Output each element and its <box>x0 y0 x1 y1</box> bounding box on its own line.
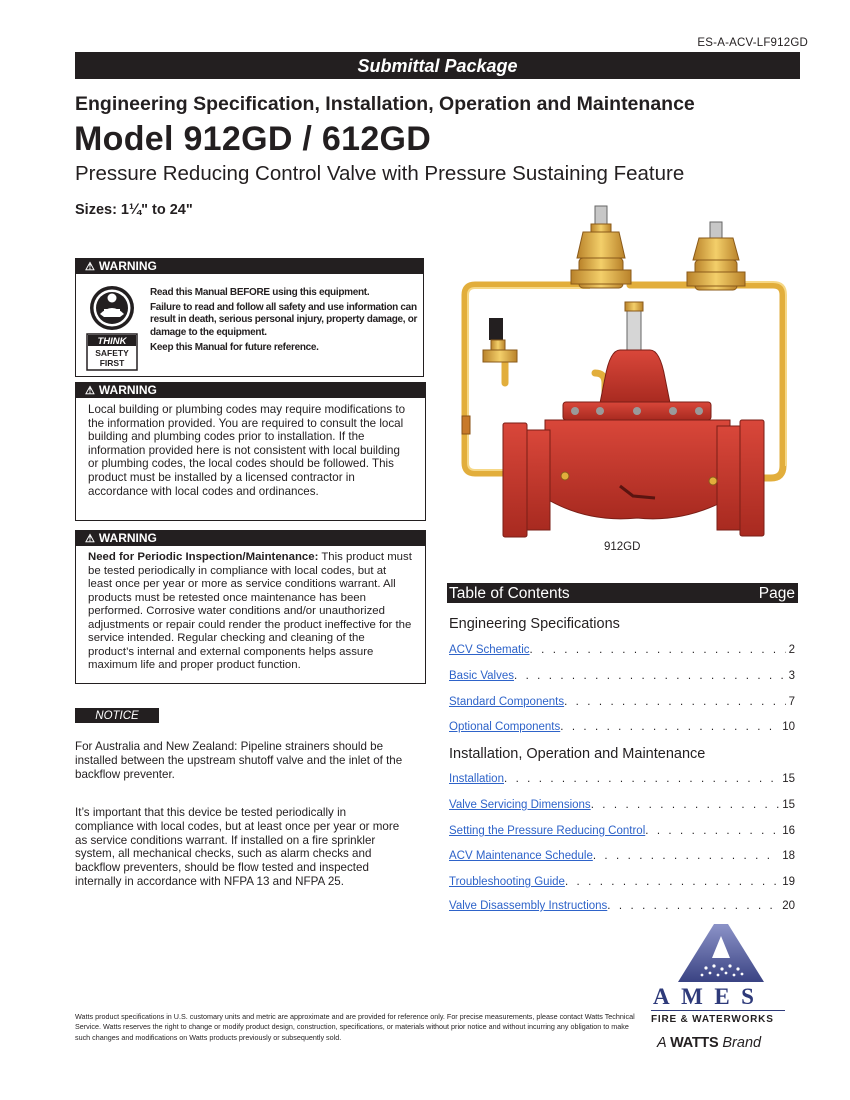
warning-line: Failure to read and follow all safety and use information can result in death, serious personal injury, property damage, or damage to the equipment. <box>150 302 418 338</box>
page-subtitle: Engineering Specification, Installation, Operation and Maintenance <box>75 93 695 115</box>
toc-leader <box>591 799 780 811</box>
ames-subline: FIRE & WATERWORKS <box>651 1014 774 1025</box>
toc-section-title: Installation, Operation and Maintenance <box>449 746 706 762</box>
warning-line: Read this Manual BEFORE using this equipment. <box>150 287 370 298</box>
warning-title: WARNING <box>98 383 157 397</box>
toc-leader <box>504 773 779 785</box>
toc-row[interactable] <box>449 799 795 813</box>
toc-page: 15 <box>782 799 795 811</box>
toc-page: 20 <box>782 900 795 912</box>
warning-lines <box>150 287 418 357</box>
ames-logo-icon <box>676 922 766 984</box>
warning-box-codes <box>75 382 426 521</box>
toc-leader <box>564 696 786 708</box>
warning-triangle-icon: ⚠ <box>85 261 95 273</box>
pipe-fitting-icon <box>462 416 470 434</box>
toc-link[interactable]: Valve Servicing Dimensions <box>449 799 591 811</box>
product-description: Pressure Reducing Control Valve with Pressure Sustaining Feature <box>75 162 685 185</box>
watts-brand-tagline <box>657 1035 761 1051</box>
toc-row[interactable] <box>449 696 795 710</box>
toc-section-title: Engineering Specifications <box>449 616 620 632</box>
figure-caption: 912GD <box>604 541 641 553</box>
toc-link[interactable]: ACV Schematic <box>449 644 530 656</box>
toc-page: 18 <box>782 850 795 862</box>
badge-safety: SAFETY <box>95 348 129 358</box>
tagline-watts: WATTS <box>670 1035 719 1051</box>
toc-link[interactable]: Optional Components <box>449 721 561 733</box>
toc-leader <box>530 644 786 656</box>
footer-disclaimer: Watts product specifications in U.S. customary units and metric are approximate and are provided for reference only. For precise measurements, please contact Watts Technical Service. Watts reserves the right to change or modify product design, construction, specifications, or materials without prior notice and without incurring any obligation to make such changes and modifications on Watts products previously or subsequently sold. <box>75 1012 635 1042</box>
toc-link[interactable]: ACV Maintenance Schedule <box>449 850 593 862</box>
toc-leader <box>560 721 779 733</box>
toc-link[interactable]: Troubleshooting Guide <box>449 876 565 888</box>
toc-page: 19 <box>782 876 795 888</box>
warning-header <box>76 383 425 398</box>
toc-row[interactable] <box>449 773 795 787</box>
warning-triangle-icon: ⚠ <box>85 385 95 397</box>
warning-title: WARNING <box>98 259 157 273</box>
sizes-label: Sizes: 1¼" to 24" <box>75 202 193 218</box>
logo-divider <box>651 1010 785 1011</box>
toc-row[interactable] <box>449 721 795 735</box>
valve-illustration <box>455 198 800 538</box>
warning-triangle-icon: ⚠ <box>85 533 95 545</box>
warning-line: Keep this Manual for future reference. <box>150 341 319 353</box>
toc-page: 15 <box>782 773 795 785</box>
toc-leader <box>593 850 779 862</box>
toc-header <box>447 583 798 603</box>
toc-row[interactable] <box>449 644 795 658</box>
toc-row[interactable] <box>449 825 795 839</box>
toc-link[interactable]: Valve Disassembly Instructions <box>449 900 608 912</box>
submittal-banner: Submittal Package <box>75 52 800 79</box>
warning-box-maintenance <box>75 530 426 684</box>
toc-page-label: Page <box>758 585 795 602</box>
testing-paragraph: It’s important that this device be tested periodically in compliance with local codes, but at least once per year or more as service conditions warrant. If installed on a fire sprinkler system, all mechanical checks, such as alarm checks and backflow preventers, should be flow tested and inspected internally in accordance with NFPA 13 and NFPA 25. <box>75 806 400 888</box>
badge-think: THINK <box>97 336 127 347</box>
warning-title: WARNING <box>98 531 157 545</box>
toc-page: 3 <box>788 670 795 682</box>
toc-page: 2 <box>788 644 795 656</box>
toc-leader <box>607 900 779 912</box>
badge-first: FIRST <box>99 358 125 368</box>
toc-link[interactable]: Installation <box>449 773 504 785</box>
warning-header <box>76 531 425 546</box>
toc-link[interactable]: Setting the Pressure Reducing Control <box>449 825 646 837</box>
toc-row[interactable] <box>449 850 795 864</box>
toc-row[interactable] <box>449 670 795 684</box>
document-id: ES-A-ACV-LF912GD <box>697 37 808 49</box>
warning-text: Local building or plumbing codes may require modifications to the information provided. You are required to consult the local building and plumbing codes prior to installation. If the information provided here is not consistent with local building or plumbing codes, the local codes should be followed. This product must be installed by a licensed contractor in accordance with local codes and ordinances. <box>88 403 406 498</box>
toc-leader <box>565 876 779 888</box>
think-safety-first-icon <box>86 283 138 371</box>
toc-link[interactable]: Standard Components <box>449 696 565 708</box>
toc-page: 16 <box>782 825 795 837</box>
toc-link[interactable]: Basic Valves <box>449 670 514 682</box>
toc-leader <box>645 825 779 837</box>
toc-title: Table of Contents <box>449 585 570 602</box>
toc-row[interactable] <box>449 900 795 914</box>
tagline-pre: A <box>657 1035 667 1051</box>
warning-lead: Need for Periodic Inspection/Maintenance: <box>88 551 319 563</box>
warning-box-manual <box>75 258 424 377</box>
toc-page: 7 <box>788 696 795 708</box>
notice-paragraph: For Australia and New Zealand: Pipeline strainers should be installed between the upstream shutoff valve and the inlet of the backflow preventer. <box>75 740 403 781</box>
ames-wordmark: AMES <box>653 984 766 1009</box>
toc-row[interactable] <box>449 876 795 890</box>
toc-page: 10 <box>782 721 795 733</box>
notice-label: NOTICE <box>75 708 159 723</box>
toc-leader <box>514 670 786 682</box>
warning-text-block <box>76 546 425 673</box>
warning-header <box>76 259 423 274</box>
warning-text: This product must be tested periodically in compliance with local codes, but at least once per year or more as service conditions warrant. All products must be retested once maintenance has been performed. Corrosive water conditions and/or unauthorized adjustments or repair could render the product ineffective for the service intended. Regular checking and cleaning of the product’s internal and external components helps assure maximum life and proper product function. <box>88 551 412 671</box>
model-title: Model 912GD / 612GD <box>74 120 432 158</box>
tagline-post: Brand <box>722 1035 762 1051</box>
